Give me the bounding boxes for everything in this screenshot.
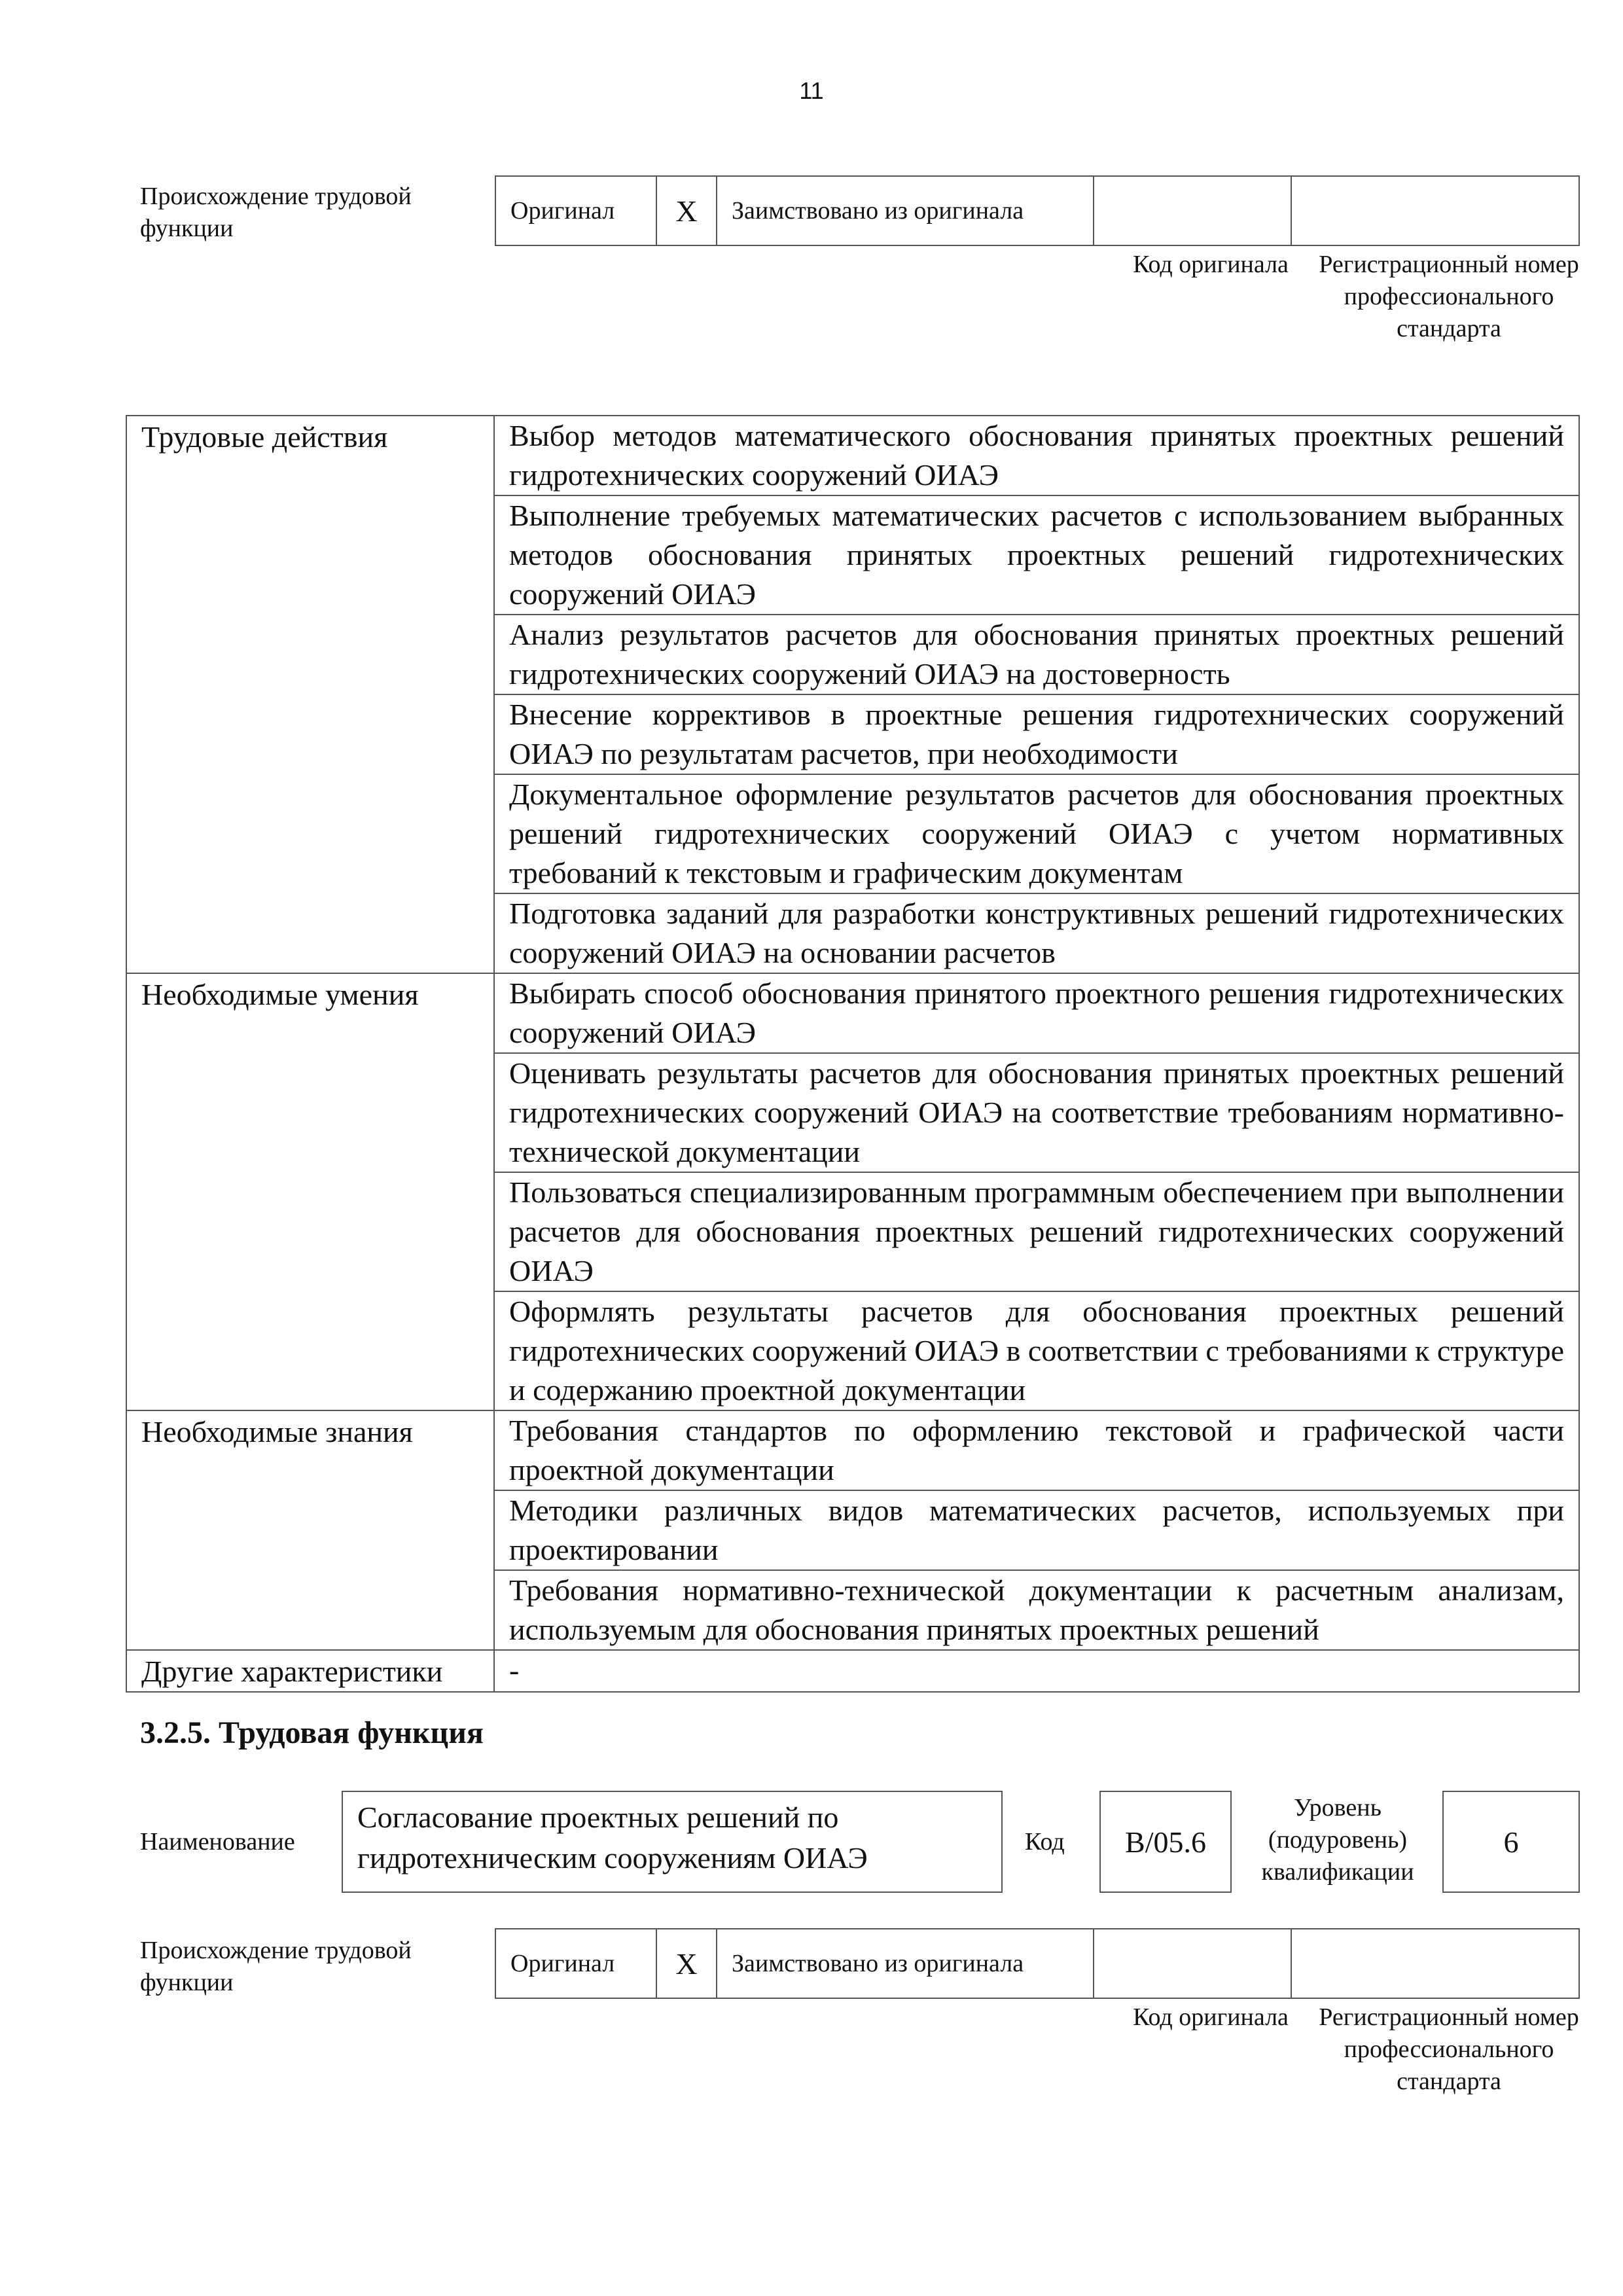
table-row <box>126 416 1579 495</box>
original-code-cell-2 <box>1094 1929 1291 1998</box>
original-mark-2: X <box>656 1929 717 1998</box>
borrowed-cell-2: Заимствовано из оригинала <box>717 1929 1094 1998</box>
original-code-cell <box>1094 176 1291 245</box>
reg-caption: Регистрационный номер профессионального стандарта <box>1319 251 1579 342</box>
category-cell: Другие характеристики <box>126 1650 494 1692</box>
section-title: 3.2.5. Трудовая функция <box>140 1715 484 1750</box>
item-cell: Требования нормативно-технической документации к расчетным анализам, используемым для обоснования принятых проектных решений <box>494 1570 1579 1650</box>
category-cell: Трудовые действия <box>126 416 494 973</box>
category-cell: Необходимые знания <box>126 1410 494 1650</box>
table-row <box>126 1410 1579 1490</box>
table-row <box>126 973 1579 1053</box>
level-value: 6 <box>1442 1791 1580 1893</box>
item-cell: Документальное оформление результатов расчетов для обоснования проектных решений гидротехнических сооружений ОИАЭ с учетом нормативных требований к текстовым и графическим документам <box>494 774 1579 893</box>
item-cell: Оценивать результаты расчетов для обоснования принятых проектных решений гидротехнических сооружений ОИАЭ на соответствие требованиям нормативно-технической документации <box>494 1053 1579 1172</box>
origin-table-2 <box>495 1928 1580 1999</box>
labor-functions-table <box>126 415 1580 1693</box>
item-cell: Выбор методов математического обоснования принятых проектных решений гидротехнических сооружений ОИАЭ <box>494 416 1579 495</box>
reg-number-cell <box>1291 176 1579 245</box>
origin-label-2: Происхождение трудовой функции <box>140 1937 412 1996</box>
item-cell: - <box>494 1650 1579 1692</box>
code-value: В/05.6 <box>1099 1791 1232 1893</box>
code-caption-2: Код оригинала <box>1133 2003 1289 2031</box>
page-number: 11 <box>799 77 824 104</box>
origin-label: Происхождение трудовой функции <box>140 183 412 242</box>
item-cell: Выполнение требуемых математических расчетов с использованием выбранных методов обоснования принятых проектных решений гидротехнических сооружений ОИАЭ <box>494 495 1579 615</box>
code-label: Код <box>1025 1828 1065 1856</box>
code-caption: Код оригинала <box>1133 251 1289 278</box>
item-cell: Выбирать способ обоснования принятого проектного решения гидротехнических сооружений ОИАЭ <box>494 973 1579 1053</box>
original-cell-2: Оригинал <box>495 1929 656 1998</box>
item-cell: Пользоваться специализированным программным обеспечением при выполнении расчетов для обоснования проектных решений гидротехнических сооружений ОИАЭ <box>494 1172 1579 1291</box>
original-cell: Оригинал <box>495 176 656 245</box>
name-label: Наименование <box>140 1828 295 1856</box>
item-cell: Методики различных видов математических расчетов, используемых при проектировании <box>494 1490 1579 1570</box>
category-cell: Необходимые умения <box>126 973 494 1410</box>
item-cell: Требования стандартов по оформлению текстовой и графической части проектной документации <box>494 1410 1579 1490</box>
item-cell: Оформлять результаты расчетов для обоснования проектных решений гидротехнических сооружений ОИАЭ в соответствии с требованиями к структуре и содержанию проектной документации <box>494 1291 1579 1410</box>
item-cell: Анализ результатов расчетов для обоснования принятых проектных решений гидротехнических сооружений ОИАЭ на достоверность <box>494 615 1579 694</box>
origin-table <box>495 175 1580 246</box>
item-cell: Подготовка заданий для разработки конструктивных решений гидротехнических сооружений ОИАЭ на основании расчетов <box>494 893 1579 973</box>
borrowed-cell: Заимствовано из оригинала <box>717 176 1094 245</box>
name-value: Согласование проектных решений по гидротехническим сооружениям ОИАЭ <box>342 1791 1003 1893</box>
table-row <box>126 1650 1579 1692</box>
reg-caption-2: Регистрационный номер профессионального стандарта <box>1319 2003 1579 2095</box>
item-cell: Внесение коррективов в проектные решения гидротехнических сооружений ОИАЭ по результатам расчетов, при необходимости <box>494 694 1579 774</box>
original-mark: X <box>656 176 717 245</box>
reg-number-cell-2 <box>1291 1929 1579 1998</box>
level-label: Уровень (подуровень) квалификации <box>1261 1794 1414 1886</box>
